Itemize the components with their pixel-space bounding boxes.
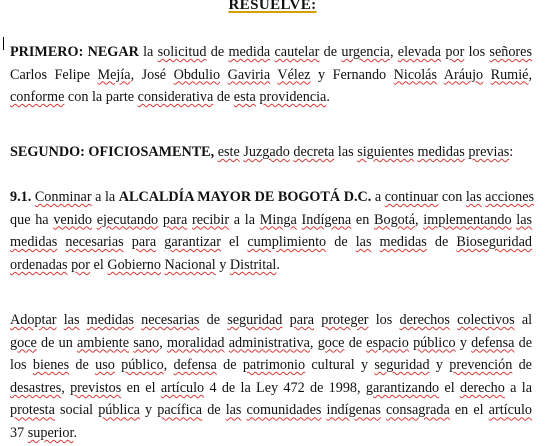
bold-text: ALCALDÍA MAYOR DE BOGOTÁ D.C. <box>118 189 372 205</box>
spellcheck-flagged-word: garantizando <box>365 379 440 396</box>
text-run <box>437 67 444 83</box>
spellcheck-flagged-word: patrimonio <box>242 357 306 374</box>
spellcheck-flagged-word: desastres <box>10 379 62 396</box>
spellcheck-flagged-word: recibir <box>192 211 230 228</box>
text-run: y <box>139 402 158 419</box>
text-run: de <box>512 357 532 374</box>
paragraph-primero[interactable] <box>10 41 532 109</box>
text-run: cultural y <box>305 357 375 374</box>
text-run: . <box>326 89 330 106</box>
text-run: el <box>220 234 248 251</box>
text-run: la <box>138 44 158 60</box>
spellcheck-flagged-word: Bogotá <box>374 211 416 228</box>
spellcheck-flagged-word: consagrada <box>385 402 450 419</box>
spellcheck-flagged-word: siguientes <box>357 144 414 160</box>
text-run: de <box>344 334 367 351</box>
paragraph-segundo[interactable] <box>10 141 532 164</box>
text-run: las <box>334 144 358 160</box>
spellcheck-flagged-word: necesarias <box>141 312 200 328</box>
text-run: los <box>10 357 33 374</box>
text-run: y <box>215 256 230 273</box>
text-line <box>10 399 532 422</box>
spellcheck-flagged-word: esta <box>233 89 256 106</box>
spellcheck-flagged-word: Conminar <box>34 189 92 205</box>
spellcheck-flagged-word: Vélez <box>277 66 311 83</box>
text-run <box>220 67 228 83</box>
text-run: de <box>426 234 457 251</box>
text-run: los <box>368 312 400 328</box>
spellcheck-flagged-word: goce <box>10 334 37 351</box>
text-run <box>371 234 379 250</box>
spellcheck-flagged-word: Nicolás <box>393 66 437 83</box>
spellcheck-flagged-word: sano <box>133 334 160 351</box>
text-run: de un <box>36 334 77 351</box>
spellcheck-flagged-word: urgencia <box>341 44 390 60</box>
spellcheck-flagged-word: público <box>121 357 164 374</box>
spellcheck-flagged-word: Gaviria <box>227 66 271 83</box>
spellcheck-flagged-word: uso <box>95 357 115 374</box>
spellcheck-flagged-word: solicitud <box>157 44 207 60</box>
text-run: , <box>159 334 167 351</box>
spellcheck-flagged-word: decreta <box>293 144 335 160</box>
spellcheck-flagged-word: Rumié <box>490 66 529 83</box>
spellcheck-flagged-word: Juzgado <box>243 144 290 160</box>
text-run: de <box>206 44 229 60</box>
spellcheck-flagged-word: moralidad <box>167 334 225 351</box>
spellcheck-flagged-word: Aráujo <box>443 66 484 83</box>
text-run: a la <box>91 189 119 205</box>
spellcheck-flagged-word: defensa <box>471 334 515 351</box>
spellcheck-flagged-word: colectivos <box>457 312 515 328</box>
text-run: en el <box>121 379 161 396</box>
text-cursor <box>3 37 4 50</box>
text-run: . <box>73 424 77 441</box>
spellcheck-flagged-word: venido <box>53 211 92 228</box>
spellcheck-flagged-word: prevención <box>449 357 513 374</box>
spellcheck-flagged-word: las <box>465 189 482 205</box>
spellcheck-flagged-word: derecho <box>459 379 505 396</box>
spellcheck-flagged-word: Obdulio <box>173 66 221 83</box>
spellcheck-flagged-word: administrativa <box>228 334 310 351</box>
text-run: en <box>351 211 375 228</box>
text-run: , <box>61 379 71 396</box>
spellcheck-flagged-word: las <box>63 312 80 328</box>
text-run: con la parte <box>64 89 138 106</box>
spellcheck-flagged-word: seguridad <box>227 312 283 328</box>
spellcheck-flagged-word: comunidades <box>246 402 322 419</box>
spellcheck-flagged-word: providencia <box>259 89 327 106</box>
text-run: de <box>69 357 96 374</box>
resolution-heading: RESUELVE: <box>228 0 317 13</box>
spellcheck-flagged-word: previas <box>468 144 510 160</box>
spellcheck-flagged-word: derechos <box>399 312 450 328</box>
text-run: a la <box>504 379 532 396</box>
text-run: y <box>429 357 450 374</box>
spellcheck-flagged-word: por <box>71 256 90 273</box>
text-run: , <box>309 334 318 351</box>
spellcheck-flagged-word: pública <box>98 402 140 419</box>
spellcheck-flagged-word: señores <box>489 44 532 60</box>
text-run: que ha <box>10 211 54 228</box>
spellcheck-flagged-word: artículo <box>160 379 205 396</box>
spellcheck-flagged-word: necesarias <box>65 234 124 251</box>
text-run: de <box>514 334 533 351</box>
spellcheck-flagged-word: este <box>217 144 240 160</box>
text-run: . <box>276 256 280 273</box>
text-run: , <box>528 66 533 83</box>
spellcheck-flagged-word: cautelar <box>274 44 320 60</box>
spellcheck-flagged-word: Indígena <box>301 211 352 228</box>
text-run: , José <box>130 66 174 83</box>
spellcheck-flagged-word: ejecutando <box>96 211 159 228</box>
text-line <box>10 309 532 332</box>
text-run <box>124 234 132 250</box>
spellcheck-flagged-word: Gobierno <box>107 256 161 273</box>
spellcheck-flagged-word: conforme <box>10 89 65 106</box>
text-run <box>79 312 86 328</box>
text-line <box>10 86 532 109</box>
text-run: de <box>326 234 356 251</box>
text-run <box>450 312 457 328</box>
paragraph-9-1[interactable] <box>10 186 535 276</box>
text-run: , <box>389 44 398 60</box>
spellcheck-flagged-word: Nacional <box>164 256 216 273</box>
spellcheck-flagged-word: defensa <box>173 357 217 374</box>
spellcheck-flagged-word: las <box>225 402 242 419</box>
spellcheck-flagged-word: protesta <box>10 402 55 419</box>
spellcheck-flagged-word: acciones <box>485 189 535 205</box>
spellcheck-flagged-word: previstos <box>70 379 122 396</box>
spellcheck-flagged-word: las <box>355 234 372 251</box>
spellcheck-flagged-word: elevada <box>397 44 442 60</box>
spellcheck-flagged-word: seguridad <box>374 357 430 374</box>
spellcheck-flagged-word: medidas <box>379 234 427 251</box>
text-run: con <box>438 189 466 205</box>
spellcheck-flagged-word: medidas <box>86 312 134 328</box>
text-run: y Fernando <box>310 66 394 83</box>
spellcheck-flagged-word: Distrital <box>229 256 277 273</box>
spellcheck-flagged-word: pacífica <box>157 402 203 419</box>
text-run: Carlos Felipe <box>10 66 98 83</box>
text-line <box>10 186 535 209</box>
spellcheck-flagged-word: indígenas <box>326 402 381 419</box>
spellcheck-flagged-word: cumplimiento <box>247 234 327 251</box>
text-run: el <box>439 379 460 396</box>
text-line <box>10 41 532 64</box>
spellcheck-flagged-word: ambiente <box>77 334 129 351</box>
text-line <box>10 231 532 254</box>
text-line <box>10 254 532 277</box>
text-run: : <box>509 144 514 160</box>
text-run: 4 de la Ley 472 de 1998, <box>204 379 366 396</box>
text-line <box>10 354 532 377</box>
text-run: y <box>455 334 472 351</box>
spellcheck-flagged-word: superior <box>27 424 74 441</box>
spellcheck-flagged-word: artículo <box>488 402 533 419</box>
spellcheck-flagged-word: goce <box>317 334 345 351</box>
spellcheck-flagged-word: medida <box>228 44 271 60</box>
spellcheck-flagged-word: ordenadas <box>10 256 68 273</box>
spellcheck-flagged-word: medidas <box>417 144 465 160</box>
paragraph-adoptar[interactable] <box>10 309 532 445</box>
text-run: los <box>464 44 490 60</box>
text-run: el <box>89 256 108 273</box>
text-run: de <box>199 312 228 328</box>
spellcheck-flagged-word: Adoptar <box>10 312 57 328</box>
spellcheck-flagged-word: implementando <box>423 211 512 228</box>
text-line <box>10 422 532 445</box>
spellcheck-flagged-word: considerativa <box>137 89 214 106</box>
spellcheck-flagged-word: para <box>131 234 157 251</box>
text-line <box>10 332 532 355</box>
text-run <box>483 67 491 83</box>
spellcheck-flagged-word: espacio <box>366 334 409 351</box>
spellcheck-flagged-word: continuar <box>384 189 439 205</box>
text-run <box>282 312 289 328</box>
spellcheck-flagged-word: público <box>413 334 456 351</box>
spellcheck-flagged-word: bienes <box>32 357 70 374</box>
spellcheck-flagged-word: las <box>516 211 533 228</box>
spellcheck-flagged-word: para <box>289 312 315 328</box>
text-run: social <box>54 402 99 419</box>
text-run <box>57 312 64 328</box>
bold-text: 9.1. <box>10 189 32 205</box>
text-run: de <box>319 44 342 60</box>
text-line <box>10 141 532 164</box>
text-run: al <box>514 312 533 328</box>
text-run: de <box>216 357 243 374</box>
text-line <box>10 209 532 232</box>
spellcheck-flagged-word: Bioseguridad <box>456 234 533 251</box>
text-run: , <box>415 211 424 228</box>
spellcheck-flagged-word: garantizar <box>164 234 221 251</box>
text-run: a <box>371 189 385 205</box>
bold-text: SEGUNDO: OFICIOSAMENTE, <box>10 144 215 160</box>
text-run: 37 <box>10 424 28 441</box>
text-run: de <box>213 89 234 106</box>
bold-text: PRIMERO: NEGAR <box>10 44 139 60</box>
text-run: , <box>163 357 174 374</box>
text-run: en el <box>449 402 489 419</box>
spellcheck-flagged-word: medidas <box>10 234 58 251</box>
text-run: a la <box>229 211 260 228</box>
spellcheck-flagged-word: proteger <box>321 312 369 328</box>
text-line <box>10 64 532 87</box>
spellcheck-flagged-word: Mejía <box>97 66 131 83</box>
spellcheck-flagged-word: para <box>162 211 188 228</box>
text-line <box>10 377 532 400</box>
spellcheck-flagged-word: por <box>445 44 465 60</box>
spellcheck-flagged-word: Minga <box>259 211 297 228</box>
text-run: de <box>202 402 226 419</box>
